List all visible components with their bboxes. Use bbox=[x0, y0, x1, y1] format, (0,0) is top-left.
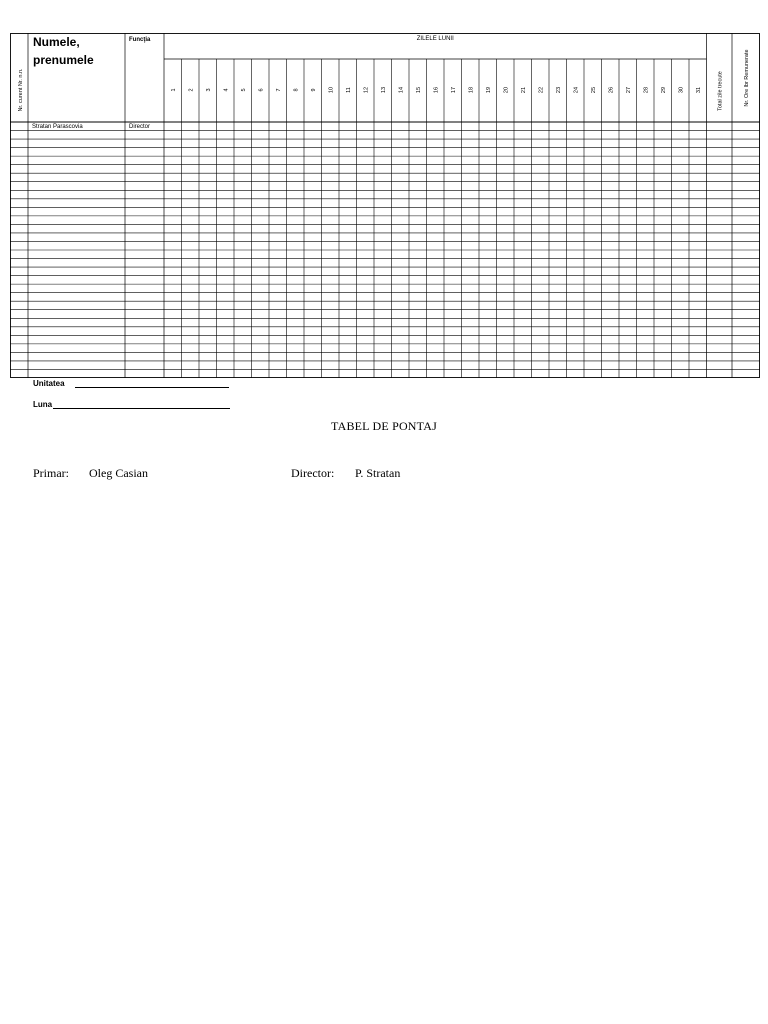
day-header-9: 9 bbox=[310, 88, 317, 92]
column-header-nr: Nr. curent Nr. n.n. bbox=[18, 68, 24, 112]
mayor-name: Oleg Casian bbox=[89, 466, 148, 480]
day-header-18: 18 bbox=[468, 86, 475, 94]
unit-label: Unitatea bbox=[33, 379, 65, 388]
day-header-4: 4 bbox=[223, 88, 230, 92]
day-header-2: 2 bbox=[188, 88, 195, 92]
days-group-header: ZILELE LUNII bbox=[416, 36, 454, 42]
column-header-paid-hours: Nr. Ore lbr Remunerate bbox=[744, 49, 750, 107]
column-header-function: Funcţia bbox=[129, 37, 151, 43]
row-name: Stratan Parascovia bbox=[32, 124, 83, 131]
day-header-10: 10 bbox=[328, 86, 335, 94]
day-header-23: 23 bbox=[555, 86, 562, 94]
month-field[interactable] bbox=[53, 408, 230, 409]
timesheet-table bbox=[10, 33, 760, 378]
column-header-name: Numele, bbox=[33, 35, 80, 49]
day-header-8: 8 bbox=[293, 88, 300, 92]
day-header-24: 24 bbox=[573, 86, 580, 94]
month-label: Luna bbox=[33, 400, 53, 409]
day-header-15: 15 bbox=[415, 86, 422, 94]
day-header-7: 7 bbox=[275, 88, 282, 92]
document-title: TABEL DE PONTAJ bbox=[331, 419, 437, 433]
column-header-name-line2: prenumele bbox=[33, 53, 94, 67]
director-name: P. Stratan bbox=[355, 466, 401, 480]
day-header-12: 12 bbox=[363, 86, 370, 94]
director-label: Director: bbox=[291, 466, 335, 480]
row-function: Director bbox=[129, 124, 151, 131]
day-header-3: 3 bbox=[205, 88, 212, 92]
day-header-20: 20 bbox=[503, 86, 510, 94]
day-header-14: 14 bbox=[398, 86, 405, 94]
timesheet-grid bbox=[10, 33, 760, 378]
mayor-label: Primar: bbox=[33, 466, 69, 480]
day-header-30: 30 bbox=[678, 86, 685, 94]
unit-field[interactable] bbox=[75, 387, 229, 388]
day-header-19: 19 bbox=[485, 86, 492, 94]
day-header-27: 27 bbox=[625, 86, 632, 94]
day-header-6: 6 bbox=[258, 88, 265, 92]
day-header-28: 28 bbox=[643, 86, 650, 94]
table-border bbox=[11, 34, 760, 378]
day-header-5: 5 bbox=[240, 88, 247, 92]
day-header-25: 25 bbox=[590, 86, 597, 94]
day-header-13: 13 bbox=[380, 86, 387, 94]
day-header-22: 22 bbox=[538, 86, 545, 94]
column-header-total-days: Total zile trecute bbox=[717, 71, 724, 111]
day-header-16: 16 bbox=[433, 86, 440, 94]
day-header-1: 1 bbox=[170, 88, 177, 92]
day-header-11: 11 bbox=[345, 87, 352, 93]
day-header-26: 26 bbox=[608, 86, 615, 94]
day-header-29: 29 bbox=[660, 86, 667, 94]
day-header-31: 31 bbox=[695, 86, 702, 94]
day-header-21: 21 bbox=[520, 86, 527, 94]
day-header-17: 17 bbox=[450, 86, 457, 94]
